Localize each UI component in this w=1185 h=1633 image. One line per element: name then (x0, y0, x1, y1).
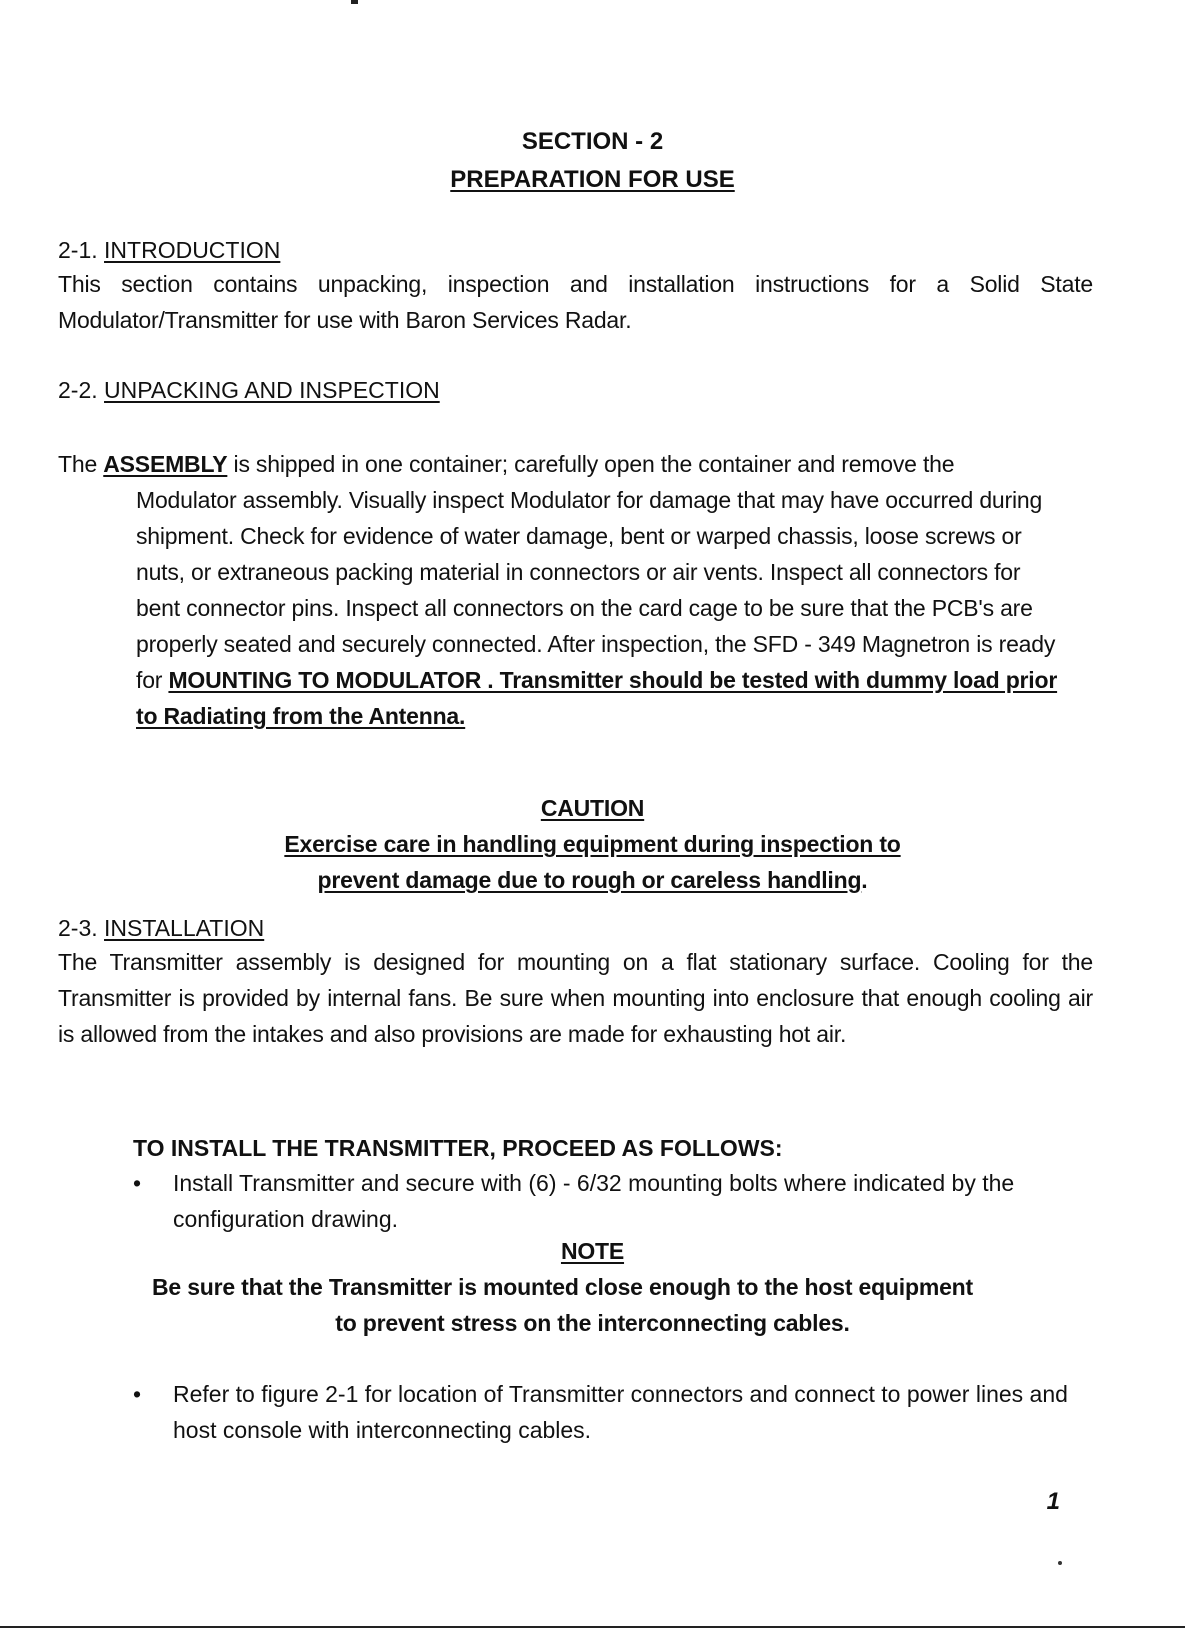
intro-number: 2-1. (58, 237, 98, 263)
note-line-2: to prevent stress on the interconnecting cables. (335, 1310, 850, 1336)
scan-mark (351, 0, 358, 4)
scan-dot (1058, 1561, 1062, 1565)
assembly-term: ASSEMBLY (103, 451, 228, 477)
unpacking-heading (58, 372, 440, 408)
unpacking-number: 2-2. (58, 377, 98, 403)
caution-label-row (0, 790, 1185, 826)
unpacking-body-text: Modulator assembly. Visually inspect Modulator for damage that may have occurred during shipment. Check for evidence of water damage, bent or warped chassis, loose screws or nuts, or extraneous packing material in connectors or air vents. Inspect all connectors for bent connector pins. Inspect all connectors on the card cage to be sure that the PCB's are properly seated and securely connected. After inspection, the SFD - 349 Magnetron is ready for (136, 487, 1056, 693)
installation-number: 2-3. (58, 915, 98, 941)
page-bottom-rule (0, 1626, 1185, 1628)
unpacking-heading-text: UNPACKING AND INSPECTION (104, 377, 440, 403)
bullet-dot-icon: • (133, 1170, 142, 1196)
unpacking-first-line (58, 446, 1058, 482)
note-block (0, 1233, 1185, 1341)
installation-heading-text: INSTALLATION (104, 915, 265, 941)
bullet-dot-icon: • (133, 1381, 142, 1407)
unpacking-body (58, 482, 1058, 734)
note-label-row (0, 1233, 1185, 1269)
mounting-emphasis: MOUNTING TO MODULATOR . Transmitter should be tested with dummy load prior to Radiating from the Antenna. (136, 667, 1058, 729)
section-title (0, 162, 1185, 198)
procedure-heading: TO INSTALL THE TRANSMITTER, PROCEED AS FOLLOWS: (133, 1135, 783, 1161)
unpacking-first-line-rest: is shipped in one container; carefully open the container and remove the (227, 451, 955, 477)
unpacking-lead: The (58, 451, 98, 477)
caution-line-2-row (0, 862, 1185, 898)
bullet-item-2-text: Refer to figure 2-1 for location of Transmitter connectors and connect to power lines and host console with interconnecting cables. (173, 1381, 1068, 1443)
caution-line-1: Exercise care in handling equipment during inspection to (284, 831, 901, 857)
section-title-text: PREPARATION FOR USE (450, 166, 735, 193)
intro-heading (58, 232, 280, 268)
caution-line-1-row (0, 826, 1185, 862)
bullet-item-2 (133, 1376, 1078, 1448)
caution-block (0, 790, 1185, 898)
caution-line-2: prevent damage due to rough or careless handling (317, 867, 862, 893)
caution-line-2-end: . (861, 867, 868, 893)
bullet-item-1 (133, 1165, 1078, 1237)
installation-heading (58, 910, 264, 946)
note-line-1: Be sure that the Transmitter is mounted close enough to the host equipment (152, 1274, 973, 1300)
note-label: NOTE (560, 1238, 625, 1264)
unpacking-paragraph (58, 446, 1058, 734)
section-number: SECTION - 2 (521, 128, 664, 155)
bullet-item-1-text: Install Transmitter and secure with (6) - 6/32 mounting bolts where indicated by the configuration drawing. (173, 1170, 1015, 1232)
intro-paragraph: This section contains unpacking, inspection and installation instructions for a Solid State Modulator/Transmitter for use with Baron Services Radar. (58, 271, 1093, 333)
page-number: 1 (1046, 1488, 1060, 1515)
installation-paragraph: The Transmitter assembly is designed for mounting on a flat stationary surface. Cooling for the Transmitter is provided by internal fans. Be sure when mounting into enclosure that enough cooling air is allowed from the intakes and also provisions are made for exhausting hot air. (58, 949, 1093, 1047)
intro-heading-text: INTRODUCTION (104, 237, 281, 263)
caution-label: CAUTION (540, 795, 645, 821)
